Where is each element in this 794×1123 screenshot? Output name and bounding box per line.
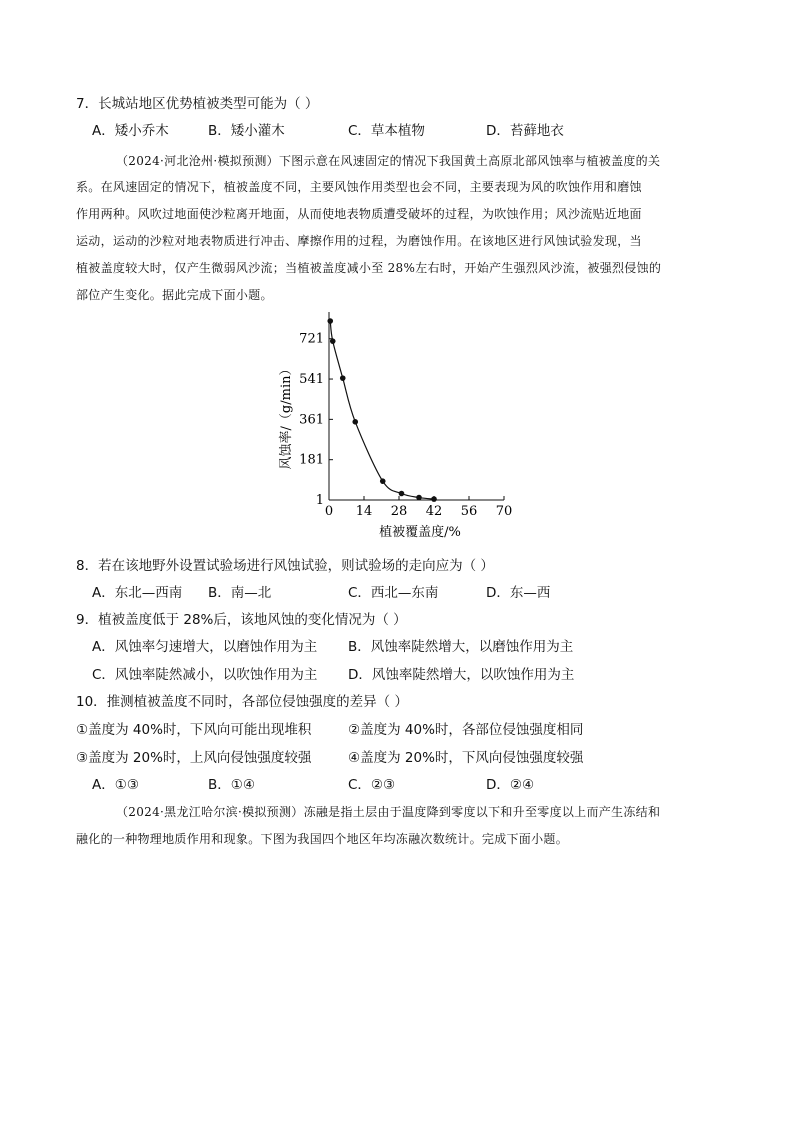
passage-1-line-3: 作用两种。风吹过地面使沙粒离开地面，从而使地表物质遭受破坏的过程，为吹蚀作用；风沙流贴近地面 — [76, 207, 642, 221]
chart-x-tick-label: 14 — [355, 504, 373, 519]
question-9-option-a: A．风蚀率匀速增大，以磨蚀作用为主 — [92, 639, 318, 655]
question-10-statement-3: ③盖度为 20%时，上风向侵蚀强度较强 — [76, 750, 312, 766]
chart-y-tick-label: 721 — [299, 331, 324, 347]
question-10-option-b: B．①④ — [208, 777, 255, 793]
chart-x-tick-label: 0 — [324, 504, 334, 519]
passage-2-line-1: （2024·黑龙江哈尔滨·模拟预测）冻融是指土层由于温度降到零度以下和升至零度以上而产生冻结和 — [116, 805, 661, 819]
chart-x-tick-label: 56 — [460, 504, 478, 519]
chart-data-point — [340, 375, 346, 381]
question-7-option-b: B．矮小灌木 — [208, 123, 285, 139]
question-8-option-b: B．南—北 — [208, 585, 272, 601]
question-7-stem: 7．长城站地区优势植被类型可能为（ ） — [76, 96, 319, 112]
passage-1-line-2: 系。在风速固定的情况下，植被盖度不同，主要风蚀作用类型也会不同，主要表现为风的吹蚀作用和磨蚀 — [76, 180, 642, 194]
chart-y-tick-label: 361 — [299, 412, 324, 428]
question-9-option-c: C．风蚀率陡然减小，以吹蚀作用为主 — [92, 667, 318, 683]
wind-erosion-curve — [330, 321, 434, 499]
chart-x-axis-label: 植被覆盖度/% — [379, 525, 461, 540]
question-8-option-d: D．东—西 — [486, 585, 551, 601]
chart-data-point — [327, 318, 333, 324]
chart-y-tick-label: 541 — [299, 372, 324, 388]
question-7-option-a: A．矮小乔木 — [92, 123, 169, 139]
chart-x-tick-label: 42 — [425, 504, 443, 519]
question-8-stem: 8．若在该地野外设置试验场进行风蚀试验，则试验场的走向应为（ ） — [76, 558, 494, 574]
question-7-option-c: C．草本植物 — [348, 123, 425, 139]
question-10-statement-4: ④盖度为 20%时，下风向侵蚀强度较强 — [348, 750, 584, 766]
chart-data-point — [431, 496, 437, 502]
chart-data-point — [330, 338, 336, 344]
chart-data-point — [416, 495, 422, 501]
chart-y-tick-label: 1 — [315, 493, 324, 508]
chart-x-tick-label: 28 — [390, 504, 408, 519]
question-10-statement-2: ②盖度为 40%时，各部位侵蚀强度相同 — [348, 722, 584, 738]
passage-1-line-4: 运动，运动的沙粒对地表物质进行冲击、摩擦作用的过程，为磨蚀作用。在该地区进行风蚀试验发现，当 — [76, 234, 642, 248]
chart-data-point — [399, 491, 405, 497]
question-10-option-c: C．②③ — [348, 777, 396, 793]
chart-data-point — [380, 478, 386, 484]
question-10-option-a: A．①③ — [92, 777, 139, 793]
passage-2-line-2: 融化的一种物理地质作用和现象。下图为我国四个地区年均冻融次数统计。完成下面小题。 — [76, 832, 569, 846]
question-9-stem: 9．植被盖度低于 28%后，该地风蚀的变化情况为（ ） — [76, 612, 407, 628]
passage-1-line-1: （2024·河北沧州·模拟预测）下图示意在风速固定的情况下我国黄土高原北部风蚀率与植被盖度的关 — [116, 154, 661, 168]
chart-x-tick-label: 70 — [495, 504, 513, 519]
chart-y-axis-label: 风蚀率/（g/min） — [279, 362, 294, 470]
question-10-statement-1: ①盖度为 40%时，下风向可能出现堆积 — [76, 722, 312, 738]
passage-1-line-6: 部位产生变化。据此完成下面小题。 — [76, 288, 273, 302]
chart-data-point — [352, 419, 358, 425]
question-8-option-a: A．东北—西南 — [92, 585, 183, 601]
question-7-option-d: D．苔藓地衣 — [486, 123, 564, 139]
chart-y-tick-label: 181 — [299, 452, 324, 468]
question-9-option-b: B．风蚀率陡然增大，以磨蚀作用为主 — [348, 639, 574, 655]
question-10-option-d: D．②④ — [486, 777, 535, 793]
question-9-option-d: D．风蚀率陡然增大，以吹蚀作用为主 — [348, 667, 575, 683]
question-8-option-c: C．西北—东南 — [348, 585, 439, 601]
question-10-stem: 10．推测植被盖度不同时，各部位侵蚀强度的差异（ ） — [76, 694, 408, 710]
wind-erosion-chart — [272, 308, 522, 548]
passage-1-line-5: 植被盖度较大时，仅产生微弱风沙流；当植被盖度减小至 28%左右时，开始产生强烈风沙流，被强烈侵蚀的 — [76, 261, 662, 275]
